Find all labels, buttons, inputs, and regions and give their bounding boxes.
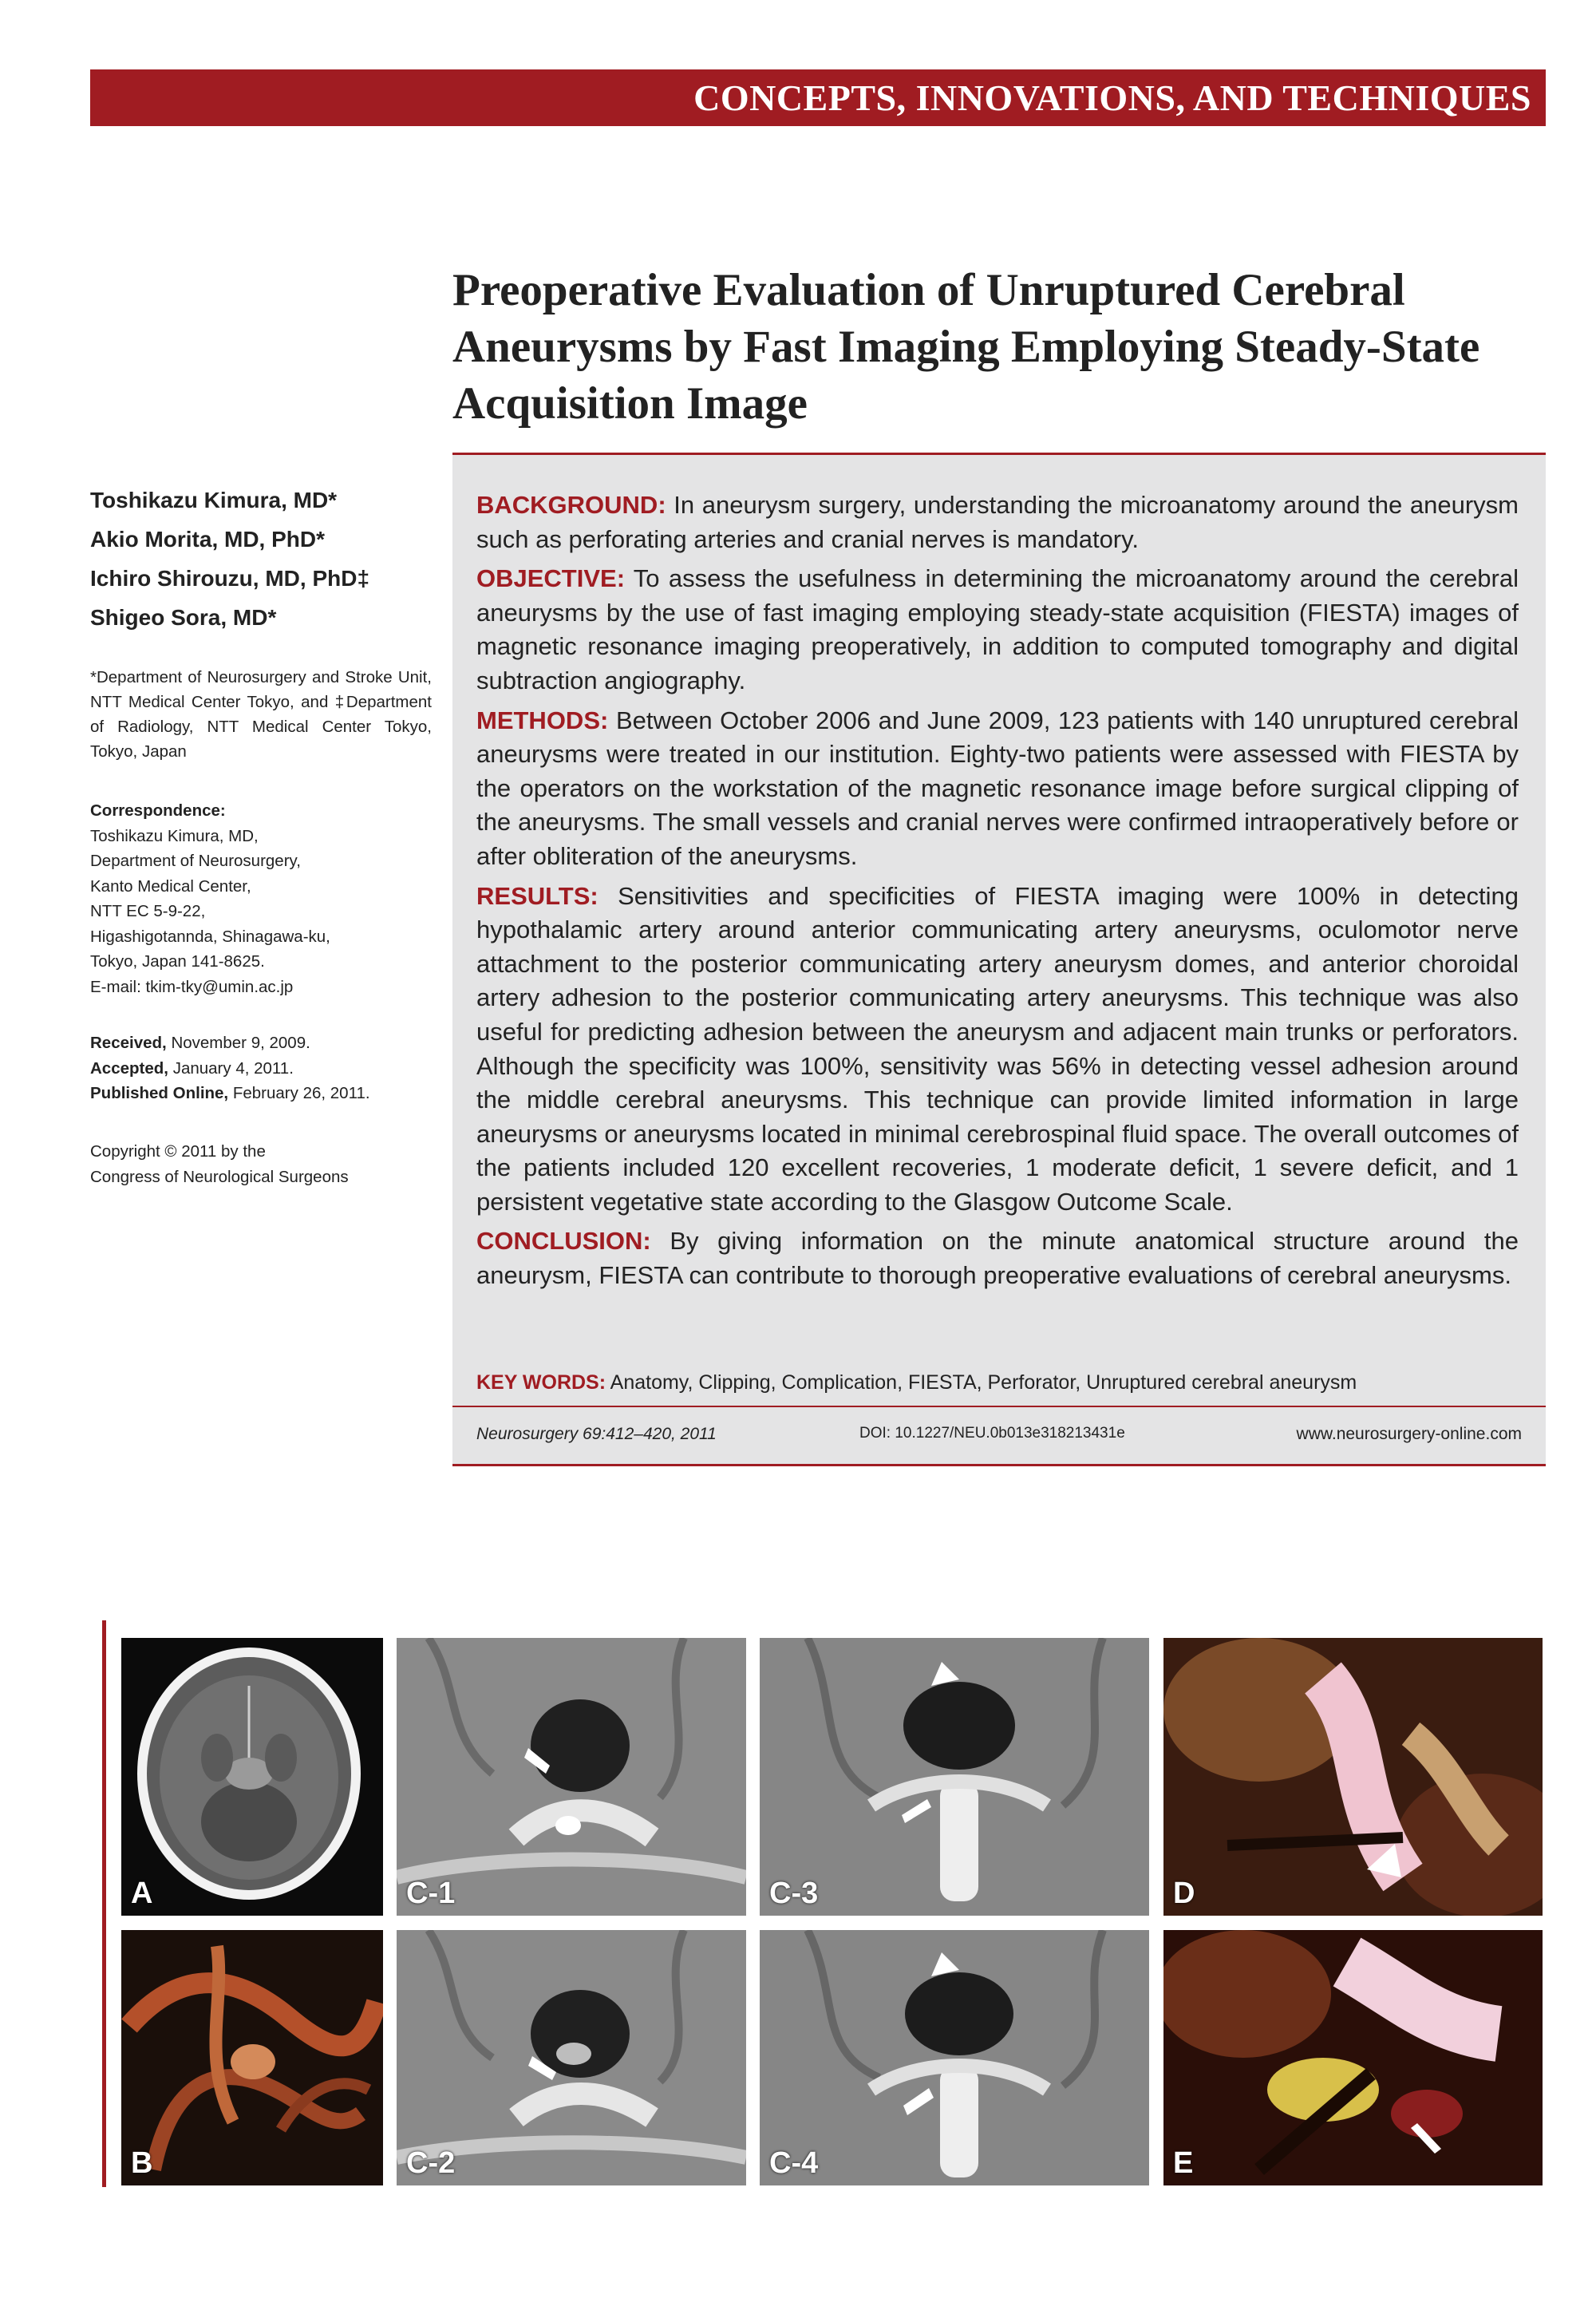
article-title: Preoperative Evaluation of Unruptured Cerebral Aneurysms by Fast Imaging Employing Steady-State Acquisition Image <box>452 265 1480 429</box>
results-text: Sensitivities and specificities of FIESTA imaging were 100% in detecting hypothalamic artery around anterior communicating artery aneurysms, oculomotor nerve attachment to the posterior communicating artery aneurysm domes, and anterior choroidal artery adhesion to the posterior communicating artery aneurysms. This technique was also useful for predicting adhesion between the aneurysm and adjacent main trunks or perforators. Although the specificity was 100%, sensitivity was 56% in detecting vessel adhesion around the middle cerebral aneurysms. This technique can provide limited information in large aneurysms or aneurysms located in minimal cerebrospinal fluid space. The overall outcomes of the patients included 120 excellent recoveries, 1 moderate deficit, 1 severe deficit, and 1 persistent vegetative state according to the Glasgow Outcome Scale. <box>476 881 1519 1216</box>
intraoperative-photo <box>1163 1930 1543 2185</box>
fiesta-mri-image <box>397 1638 746 1916</box>
received-label: Received, <box>90 1034 167 1052</box>
abstract-background <box>476 488 1519 556</box>
copyright-line: Copyright © 2011 by the <box>90 1142 266 1161</box>
conclusion-label: CONCLUSION: <box>476 1227 651 1256</box>
publication-dates <box>90 1030 441 1106</box>
journal-url[interactable]: www.neurosurgery-online.com <box>1296 1425 1522 1443</box>
fiesta-mri-image <box>760 1638 1149 1916</box>
abstract-box <box>452 453 1546 1466</box>
figure-panel-e <box>1163 1930 1543 2185</box>
accepted-date: January 4, 2011. <box>172 1058 294 1078</box>
methods-label: METHODS: <box>476 706 609 734</box>
published-date: February 26, 2011. <box>232 1084 370 1102</box>
objective-label: OBJECTIVE: <box>476 564 626 593</box>
background-label: BACKGROUND: <box>476 491 666 519</box>
keywords <box>476 1371 1519 1394</box>
abstract-results <box>476 880 1519 1220</box>
keywords-label: KEY WORDS: <box>476 1371 606 1394</box>
author: Ichiro Shirouzu, MD, PhD‡ <box>90 566 370 591</box>
keywords-text: Anatomy, Clipping, Complication, FIESTA, Perforator, Unruptured cerebral aneurysm <box>610 1371 1357 1394</box>
author: Akio Morita, MD, PhD* <box>90 527 326 552</box>
figure-panel-c4 <box>760 1930 1149 2185</box>
abstract-conclusion <box>476 1224 1519 1292</box>
affiliation: *Department of Neurosurgery and Stroke Unit, NTT Medical Center Tokyo, and ‡Department of Radiology, NTT Medical Center Tokyo, Tokyo, Japan <box>90 668 432 761</box>
accepted-label: Accepted, <box>90 1058 168 1078</box>
correspondence-email: E-mail: tkim-tky@umin.ac.jp <box>90 977 294 996</box>
objective-text: To assess the usefulness in determining the microanatomy around the cerebral aneurysms by the use of fast imaging employing steady-state acquisition (FIESTA) images of magnetic resonance imaging preoperatively, in addition to computed tomography and digital subtraction angiography. <box>476 564 1519 694</box>
correspondence-line: Tokyo, Japan 141-8625. <box>90 952 265 971</box>
journal-citation: Neurosurgery 69:412–420, 2011 <box>476 1425 717 1443</box>
published-label: Published Online, <box>90 1084 229 1102</box>
doi: DOI: 10.1227/NEU.0b013e318213431e <box>859 1425 1125 1442</box>
figure-divider <box>102 1620 106 2187</box>
panel-label: C-4 <box>769 2146 819 2180</box>
figure-panel-c1 <box>397 1638 746 1916</box>
correspondence-line: Kanto Medical Center, <box>90 876 251 896</box>
received-date: November 9, 2009. <box>171 1034 310 1052</box>
abstract-text <box>476 488 1519 1299</box>
figure-panel-b <box>121 1930 383 2185</box>
abstract-methods <box>476 704 1519 874</box>
copyright <box>90 1139 441 1189</box>
panel-label: E <box>1173 2146 1194 2180</box>
figure-panel-a <box>121 1638 383 1916</box>
copyright-line: Congress of Neurological Surgeons <box>90 1167 349 1186</box>
correspondence-line: NTT EC 5-9-22, <box>90 902 206 920</box>
correspondence-heading: Correspondence: <box>90 801 226 820</box>
intraoperative-photo <box>1163 1638 1543 1916</box>
author-list <box>90 481 441 637</box>
correspondence-line: Toshikazu Kimura, MD, <box>90 826 259 845</box>
background-text: In aneurysm surgery, understanding the microanatomy around the aneurysm such as perforating arteries and cranial nerves is mandatory. <box>476 491 1519 553</box>
abstract-objective <box>476 562 1519 698</box>
section-banner: CONCEPTS, INNOVATIONS, AND TECHNIQUES <box>90 69 1546 126</box>
conclusion-text: By giving information on the minute anatomical structure around the aneurysm, FIESTA can contribute to thorough preoperative evaluations of cerebral aneurysms. <box>476 1227 1519 1290</box>
angiography-image <box>121 1930 383 2185</box>
panel-label: A <box>131 1877 153 1910</box>
panel-label: C-3 <box>769 1877 819 1910</box>
correspondence-line: Higashigotannda, Shinagawa-ku, <box>90 927 330 946</box>
figure-panel-c2 <box>397 1930 746 2185</box>
correspondence <box>90 798 441 999</box>
results-label: RESULTS: <box>476 881 598 910</box>
ct-scan-image <box>121 1638 383 1916</box>
panel-label: C-2 <box>406 2146 456 2180</box>
author: Shigeo Sora, MD* <box>90 605 277 630</box>
abstract-divider <box>452 1406 1546 1407</box>
panel-label: B <box>131 2146 153 2180</box>
correspondence-line: Department of Neurosurgery, <box>90 852 301 870</box>
methods-text: Between October 2006 and June 2009, 123 patients with 140 unruptured cerebral aneurysms were treated in our institution. Eighty-two patients were assessed with FIESTA by the operators on the workstation of the magnetic resonance image before surgical clipping of the aneurysms. The small vessels and cranial nerves were confirmed intraoperatively before or after obliteration of the aneurysms. <box>476 706 1519 870</box>
figure-panel-c3 <box>760 1638 1149 1916</box>
panel-label: C-1 <box>406 1877 456 1910</box>
panel-label: D <box>1173 1877 1195 1910</box>
figure-panel-d <box>1163 1638 1543 1916</box>
author: Toshikazu Kimura, MD* <box>90 488 338 512</box>
